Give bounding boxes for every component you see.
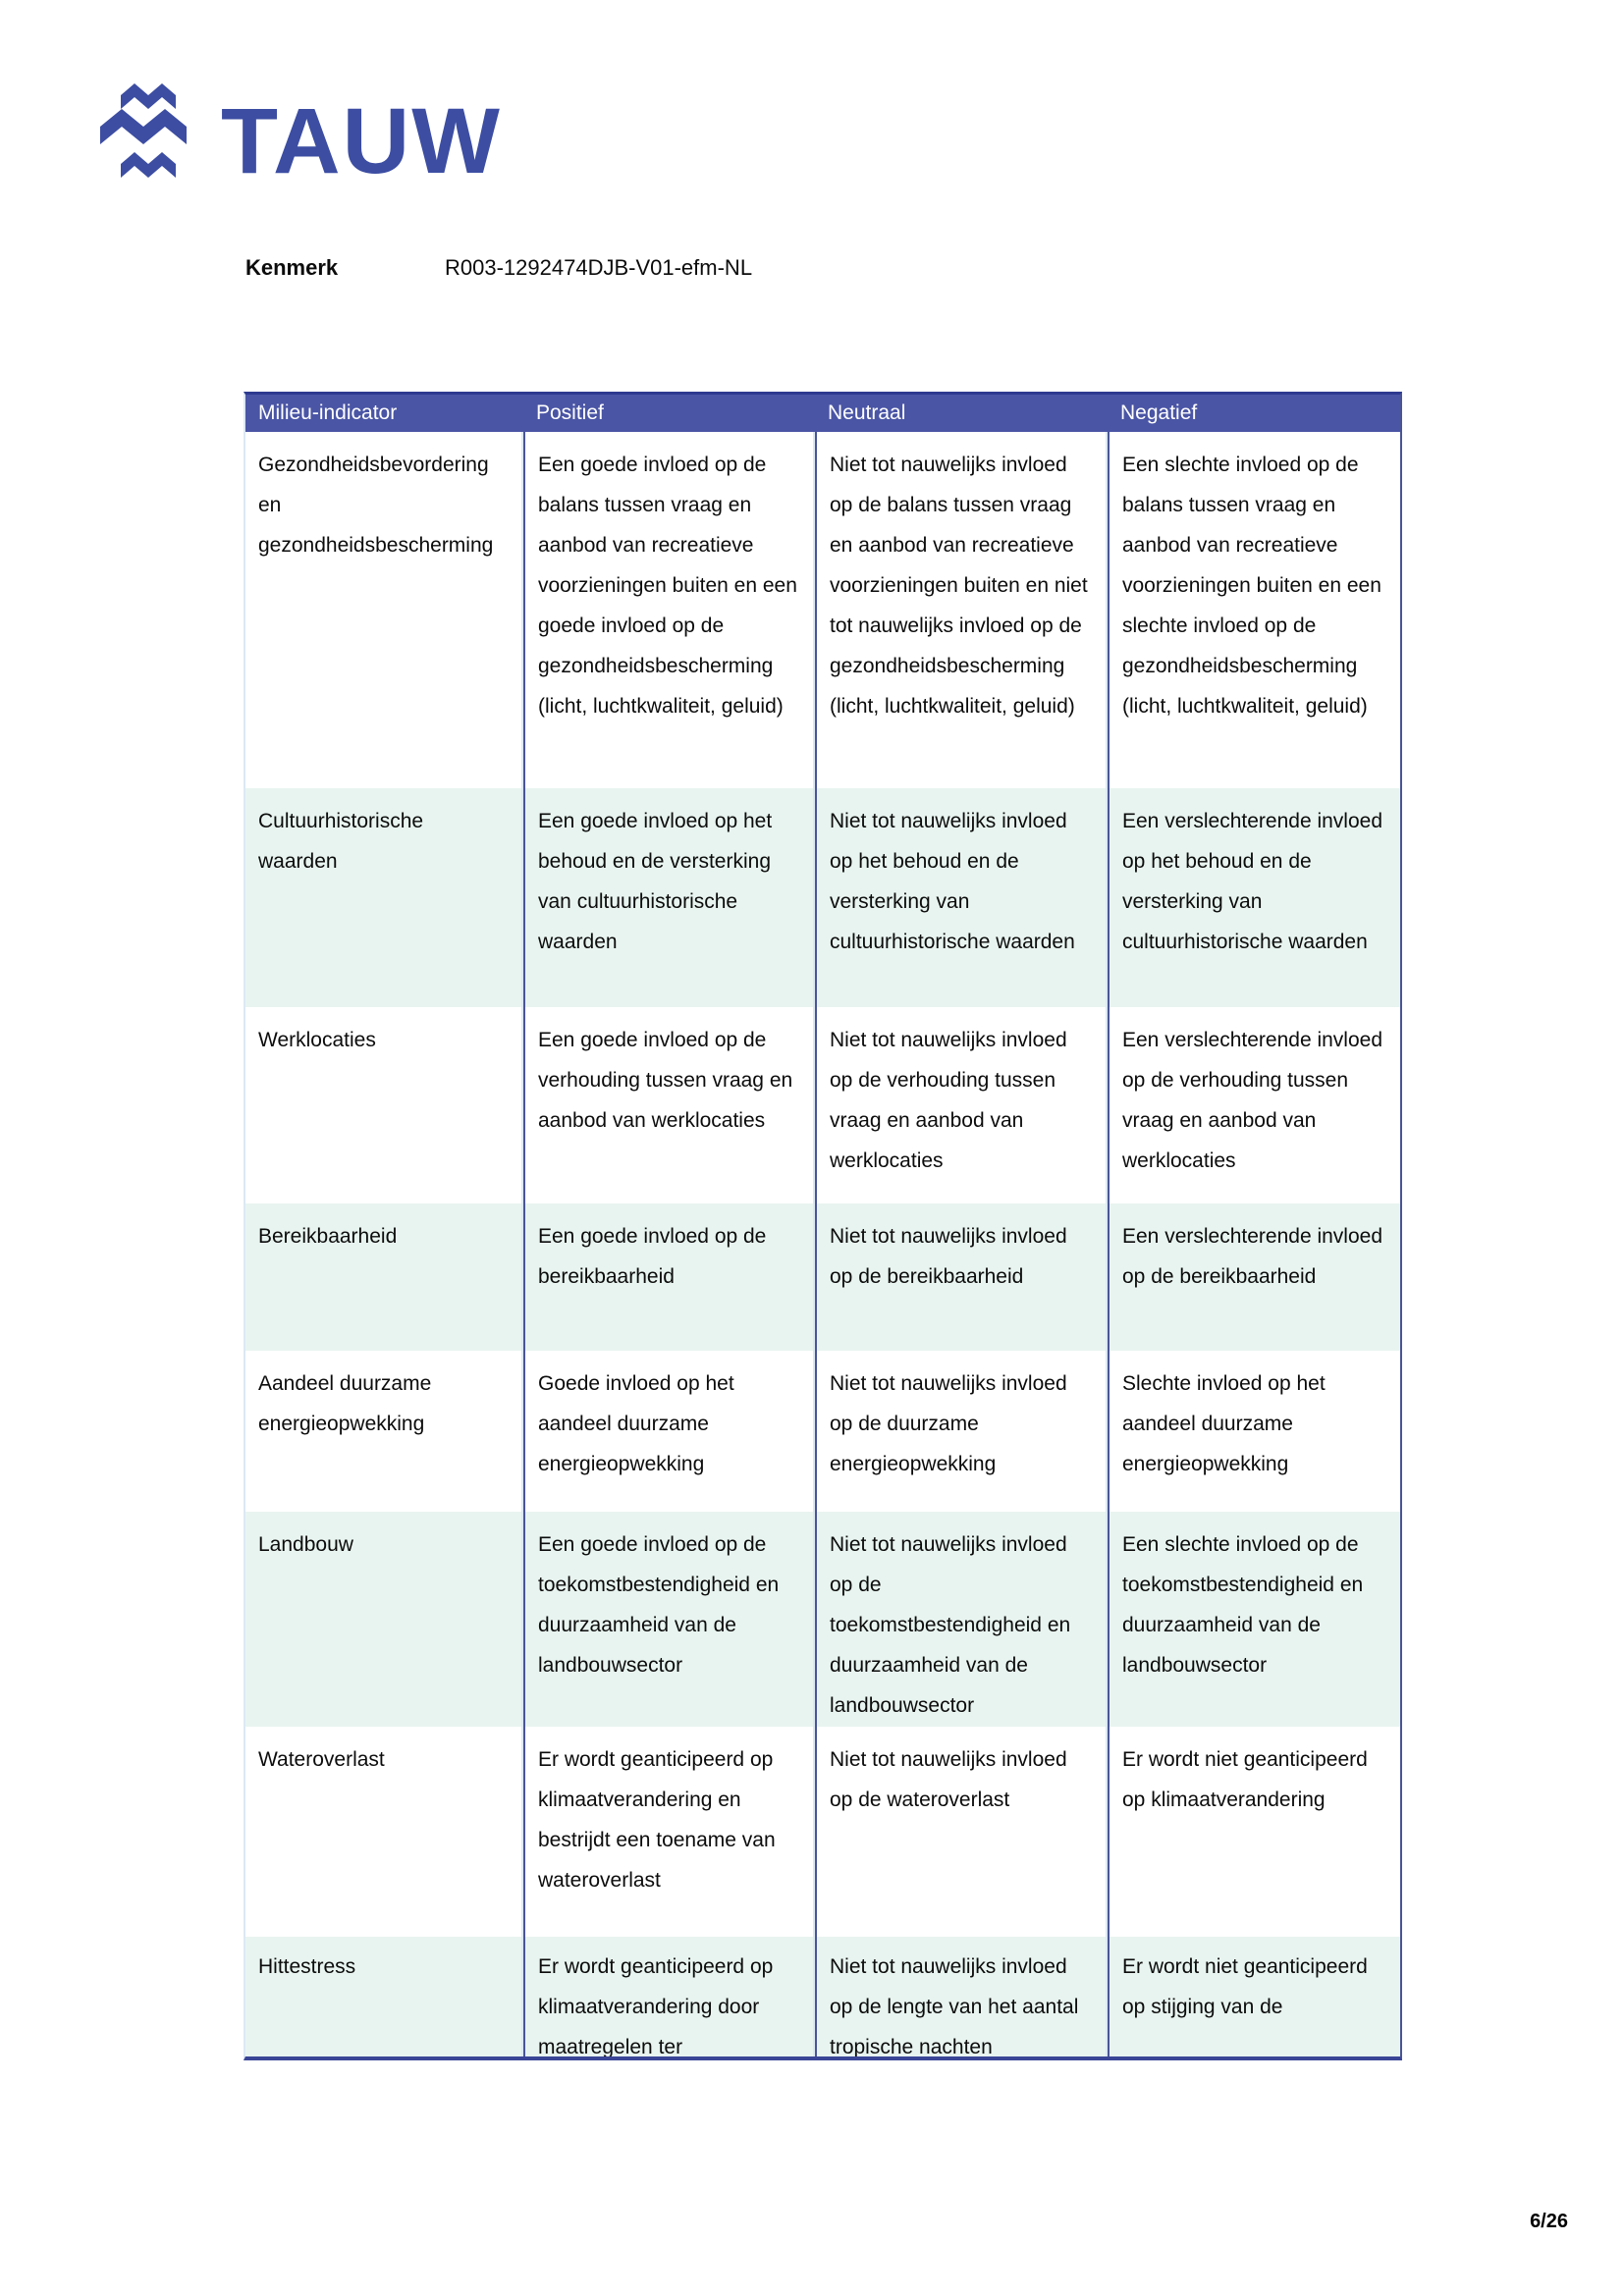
indicator-cell: Bereikbaarheid [245, 1203, 523, 1351]
indicator-cell: Werklocaties [245, 1007, 523, 1203]
tauw-logo [93, 81, 502, 201]
indicator-cell: Hittestress [245, 1937, 523, 2056]
table-row [245, 788, 1400, 1007]
table-row [245, 1727, 1400, 1937]
positief-cell: Er wordt geanticipeerd op klimaatverandering door maatregelen ter [523, 1937, 815, 2056]
kenmerk-value: R003-1292474DJB-V01-efm-NL [445, 255, 753, 280]
table-row [245, 1203, 1400, 1351]
neutraal-cell: Niet tot nauwelijks invloed op de duurzame energieopwekking [815, 1351, 1108, 1512]
negatief-cell: Een slechte invloed op de toekomstbestendigheid en duurzaamheid van de landbouwsector [1108, 1512, 1400, 1727]
tauw-wordmark: TAUW [221, 89, 502, 193]
page-number: 6/26 [1530, 2211, 1568, 2232]
col-header-negatief: Negatief [1120, 401, 1198, 424]
positief-cell: Een goede invloed op de bereikbaarheid [523, 1203, 815, 1351]
negatief-cell: Er wordt niet geanticipeerd op klimaatverandering [1108, 1727, 1400, 1937]
table-row [245, 1007, 1400, 1203]
kenmerk-row [245, 255, 752, 281]
positief-cell: Een goede invloed op de verhouding tussen vraag en aanbod van werklocaties [523, 1007, 815, 1203]
col-header-neutraal: Neutraal [828, 401, 906, 424]
neutraal-cell: Niet tot nauwelijks invloed op de toekomstbestendigheid en duurzaamheid van de landbouwsector [815, 1512, 1108, 1727]
table-row [245, 432, 1400, 788]
col-header-milieu-indicator: Milieu-indicator [258, 401, 398, 424]
tauw-waves-icon [93, 81, 203, 201]
positief-cell: Er wordt geanticipeerd op klimaatverandering en bestrijdt een toename van wateroverlast [523, 1727, 815, 1937]
negatief-cell: Er wordt niet geanticipeerd op stijging van de [1108, 1937, 1400, 2056]
positief-cell: Een goede invloed op de toekomstbestendigheid en duurzaamheid van de landbouwsector [523, 1512, 815, 1727]
table-row [245, 1351, 1400, 1512]
positief-cell: Een goede invloed op de balans tussen vraag en aanbod van recreatieve voorzieningen buiten en een goede invloed op de gezondheidsbescherming (licht, luchtkwaliteit, geluid) [523, 432, 815, 788]
env-indicator-table [244, 392, 1402, 2060]
negatief-cell: Slechte invloed op het aandeel duurzame energieopwekking [1108, 1351, 1400, 1512]
indicator-cell: Gezondheidsbevordering en gezondheidsbescherming [245, 432, 523, 788]
negatief-cell: Een verslechterende invloed op de verhouding tussen vraag en aanbod van werklocaties [1108, 1007, 1400, 1203]
negatief-cell: Een slechte invloed op de balans tussen vraag en aanbod van recreatieve voorzieningen buiten en een slechte invloed op de gezondheidsbescherming (licht, luchtkwaliteit, geluid) [1108, 432, 1400, 788]
table-row [245, 1512, 1400, 1727]
table-row [245, 1937, 1400, 2056]
neutraal-cell: Niet tot nauwelijks invloed op de bereikbaarheid [815, 1203, 1108, 1351]
kenmerk-label: Kenmerk [245, 255, 339, 280]
col-header-positief: Positief [536, 401, 604, 424]
neutraal-cell: Niet tot nauwelijks invloed op de wateroverlast [815, 1727, 1108, 1937]
neutraal-cell: Niet tot nauwelijks invloed op het behoud en de versterking van cultuurhistorische waarden [815, 788, 1108, 1007]
negatief-cell: Een verslechterende invloed op het behoud en de versterking van cultuurhistorische waarden [1108, 788, 1400, 1007]
indicator-cell: Cultuurhistorische waarden [245, 788, 523, 1007]
table-header-row [245, 395, 1400, 432]
positief-cell: Een goede invloed op het behoud en de versterking van cultuurhistorische waarden [523, 788, 815, 1007]
positief-cell: Goede invloed op het aandeel duurzame energieopwekking [523, 1351, 815, 1512]
neutraal-cell: Niet tot nauwelijks invloed op de verhouding tussen vraag en aanbod van werklocaties [815, 1007, 1108, 1203]
neutraal-cell: Niet tot nauwelijks invloed op de lengte van het aantal tropische nachten [815, 1937, 1108, 2056]
negatief-cell: Een verslechterende invloed op de bereikbaarheid [1108, 1203, 1400, 1351]
indicator-cell: Wateroverlast [245, 1727, 523, 1937]
indicator-cell: Landbouw [245, 1512, 523, 1727]
indicator-cell: Aandeel duurzame energieopwekking [245, 1351, 523, 1512]
neutraal-cell: Niet tot nauwelijks invloed op de balans tussen vraag en aanbod van recreatieve voorzieningen buiten en niet tot nauwelijks invloed op de gezondheidsbescherming (licht, luchtkwaliteit, geluid) [815, 432, 1108, 788]
